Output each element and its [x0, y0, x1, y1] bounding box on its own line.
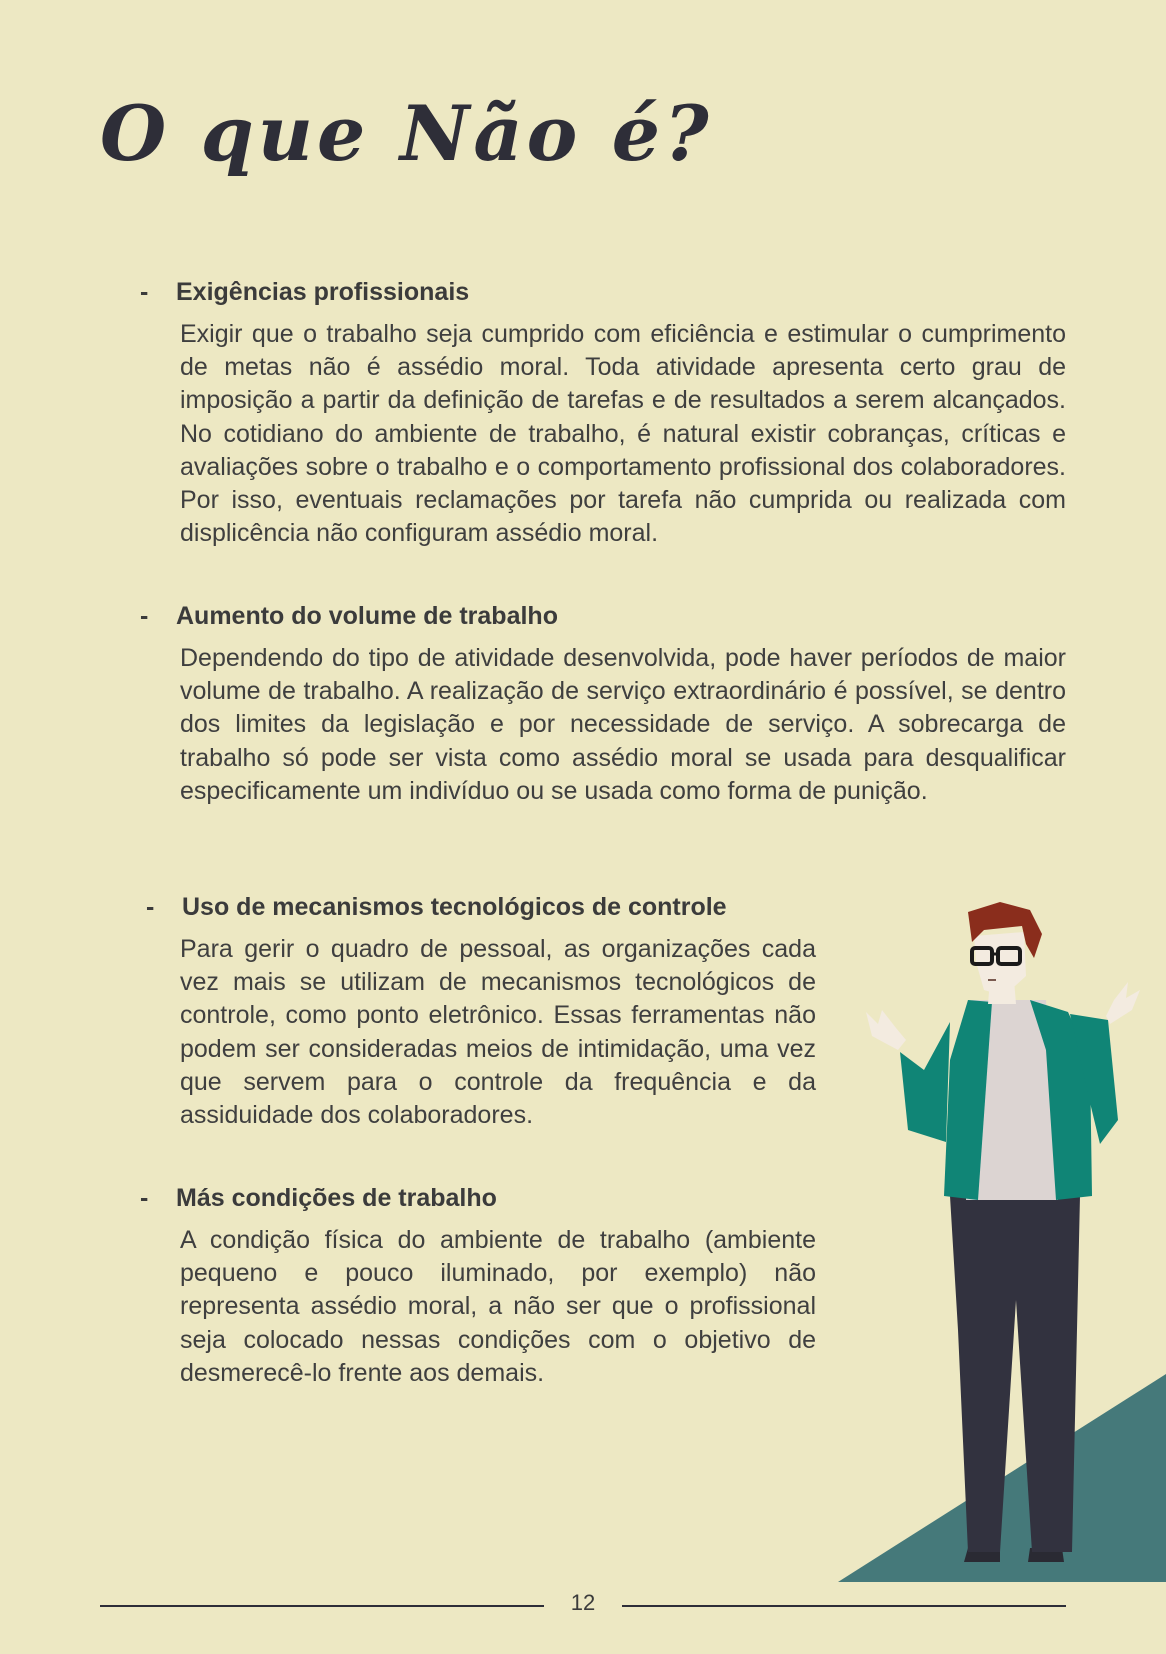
page-footer	[100, 1590, 1066, 1620]
footer-rule-left	[100, 1605, 544, 1607]
section-heading: Exigências profissionais	[176, 278, 470, 306]
bullet-dash: -	[146, 893, 155, 921]
section-body: A condição física do ambiente de trabalho (ambiente pequeno e pouco iluminado, por exemplo) não representa assédio moral, a não ser que o profissional seja colocado nessas condições com o objetivo de desmerecê-lo frente aos demais.	[180, 1226, 816, 1387]
page-number: 12	[570, 1590, 596, 1615]
bullet-dash: -	[140, 1184, 149, 1212]
section-body: Dependendo do tipo de atividade desenvolvida, pode haver períodos de maior volume de trabalho. A realização de serviço extraordinário é possível, se dentro dos limites da legislação e por necessidade de serviço. A sobrecarga de trabalho só pode ser vista como assédio moral se usada para desqualificar especificamente um indivíduo ou se usada como forma de punição.	[180, 644, 1066, 805]
page-title: O que Não é?	[100, 89, 713, 178]
section-heading: Uso de mecanismos tecnológicos de controle	[182, 893, 727, 921]
bullet-dash: -	[140, 278, 149, 306]
section-heading: Aumento do volume de trabalho	[176, 602, 558, 630]
section-body: Exigir que o trabalho seja cumprido com eficiência e estimular o cumprimento de metas não é assédio moral. Toda atividade apresenta certo grau de imposição a partir da definição de tarefas e de resultados a serem alcançados. No cotidiano do ambiente de trabalho, é natural existir cobranças, críticas e avaliações sobre o trabalho e o comportamento profissional dos colaboradores. Por isso, eventuais reclamações por tarefa não cumprida ou realizada com displicência não configuram assédio moral.	[180, 320, 1066, 548]
section-body: Para gerir o quadro de pessoal, as organizações cada vez mais se utilizam de mecanismos tecnológicos de controle, como ponto eletrônico. Essas ferramentas não podem ser consideradas meios de intimidação, uma vez que servem para o controle da frequência e da assiduidade dos colaboradores.	[180, 935, 816, 1130]
bullet-dash: -	[140, 602, 149, 630]
footer-rule-right	[622, 1605, 1066, 1607]
section-heading: Más condições de trabalho	[176, 1184, 497, 1212]
